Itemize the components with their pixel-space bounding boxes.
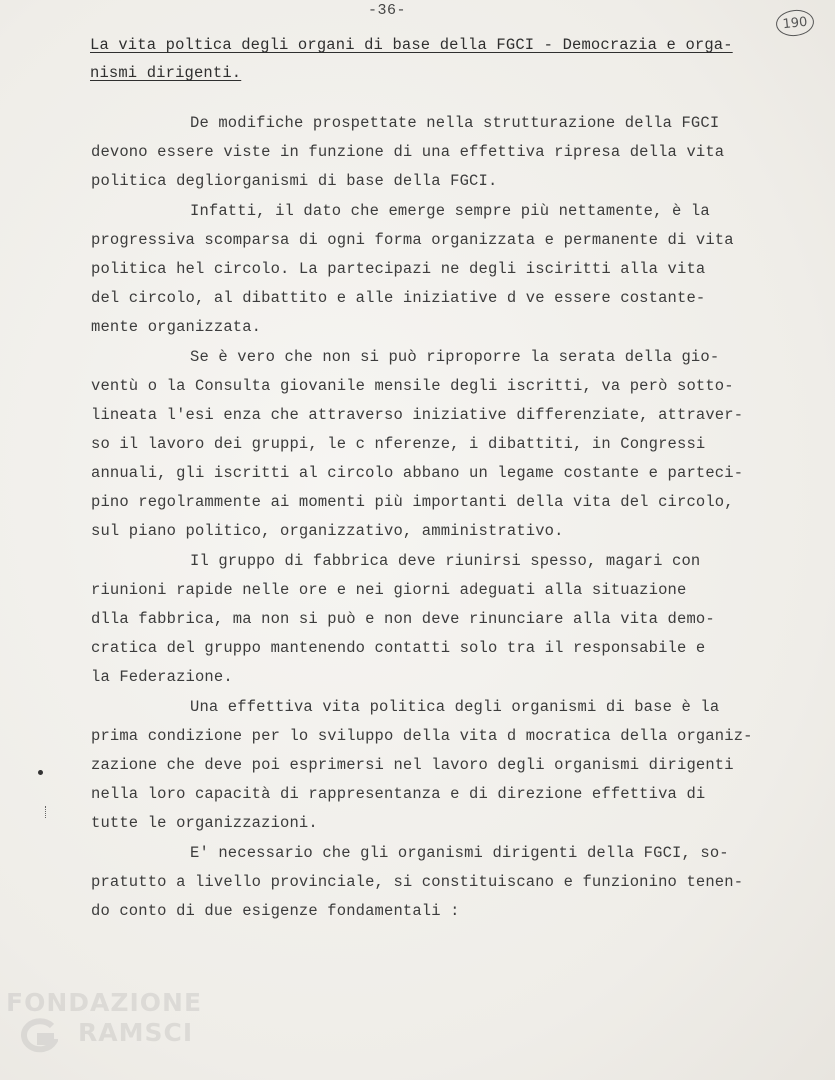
body-line: Se è vero che non si può riproporre la serata della gio-: [190, 348, 720, 366]
body-line: sul piano politico, organizzativo, amministrativo.: [91, 522, 564, 540]
body-line: politica hel circolo. La partecipazi ne degli isciritti alla vita: [91, 260, 706, 278]
page-number: -36-: [368, 2, 407, 19]
body-line: mente organizzata.: [91, 318, 262, 336]
body-line: Una effettiva vita politica degli organismi di base è la: [190, 698, 720, 716]
watermark-line-bottom: RAMSCI: [78, 1018, 194, 1047]
title-line: La vita poltica degli organi di base della FGCI - Democrazia e orga-: [90, 36, 733, 54]
archive-watermark: [2, 988, 212, 1058]
body-line: pino regolrammente ai momenti più importanti della vita del circolo,: [91, 493, 734, 511]
body-line: riunioni rapide nelle ore e nei giorni adeguati alla situazione: [91, 581, 687, 599]
body-line: Infatti, il dato che emerge sempre più nettamente, è la: [190, 202, 710, 220]
body-line: Il gruppo di fabbrica deve riunirsi spesso, magari con: [190, 552, 701, 570]
title-line: nismi dirigenti.: [90, 64, 242, 82]
body-line: so il lavoro dei gruppi, le c nferenze, i dibattiti, in Congressi: [91, 435, 706, 453]
margin-dot-mark: [38, 770, 43, 775]
body-line: progressiva scomparsa di ogni forma organizzata e permanente di vita: [91, 231, 734, 249]
body-line: dlla fabbrica, ma non si può e non deve rinunciare alla vita demo-: [91, 610, 715, 628]
margin-tick-mark: [45, 806, 49, 818]
body-line: nella loro capacità di rappresentanza e di direzione effettiva di: [91, 785, 706, 803]
body-line: zazione che deve poi esprimersi nel lavoro degli organismi dirigenti: [91, 756, 734, 774]
gramsci-logo-icon: [12, 1018, 58, 1054]
body-line: ventù o la Consulta giovanile mensile degli iscritti, va però sotto-: [91, 377, 734, 395]
body-line: do conto di due esigenze fondamentali :: [91, 902, 460, 920]
body-line: del circolo, al dibattito e alle iniziative d ve essere costante-: [91, 289, 706, 307]
body-line: politica degliorganismi di base della FGCI.: [91, 172, 498, 190]
body-line: E' necessario che gli organismi dirigenti della FGCI, so-: [190, 844, 729, 862]
body-line: prima condizione per lo sviluppo della vita d mocratica della organiz-: [91, 727, 753, 745]
body-line: lineata l'esi enza che attraverso iniziative differenziate, attraver-: [91, 406, 744, 424]
body-line: annuali, gli iscritti al circolo abbano un legame costante e parteci-: [91, 464, 744, 482]
watermark-line-top: FONDAZIONE: [6, 988, 203, 1017]
body-line: De modifiche prospettate nella strutturazione della FGCI: [190, 114, 720, 132]
body-line: pratutto a livello provinciale, si constituiscano e funzionino tenen-: [91, 873, 744, 891]
body-line: devono essere viste in funzione di una effettiva ripresa della vita: [91, 143, 725, 161]
archive-stamp-number: 190: [775, 8, 816, 38]
body-line: cratica del gruppo mantenendo contatti solo tra il responsabile e: [91, 639, 706, 657]
body-line: tutte le organizzazioni.: [91, 814, 318, 832]
body-line: la Federazione.: [91, 668, 233, 686]
